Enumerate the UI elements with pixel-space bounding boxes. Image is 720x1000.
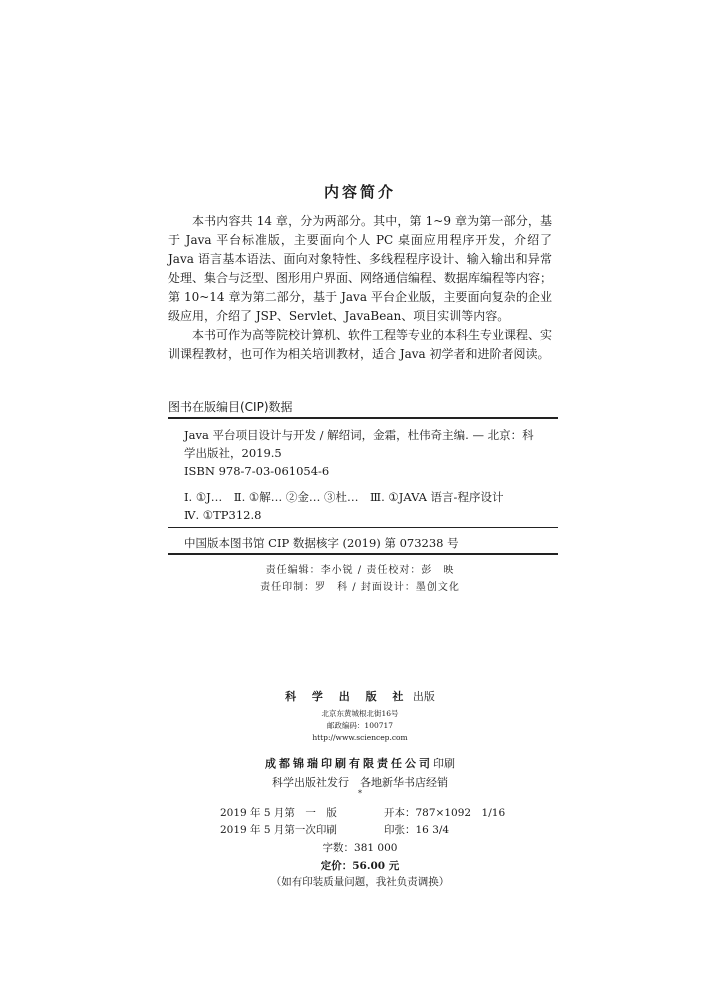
printing: 2019 年 5 月第一次印刷 [220,824,337,836]
sheets: 印张：16 3/4 [384,824,450,836]
editor-line: 责任编辑：李小锐 / 责任校对：彭 映 [265,565,455,576]
cip-bottom-rule [168,553,558,555]
cip-heading: 图书在版编目(CIP)数据 [168,400,293,414]
distribution: 科学出版社发行 各地新华书店经销 [272,776,448,789]
price: 定价：56.00 元 [320,860,400,872]
publisher-suffix: 出版 [412,690,435,703]
cip-class-line: Ⅰ. ①J… Ⅱ. ①解… ②金… ③杜… Ⅲ. ①JAVA 语言-程序设计 [184,490,504,504]
editor-line: 责任印制：罗 科 / 封面设计：墨创文化 [260,582,460,593]
printer-suffix: 印刷 [433,757,455,770]
cip-top-rule [168,417,558,419]
printer [0,755,720,771]
cip-entry: Java 平台项目设计与开发 / 解绍词，金霜，杜伟奇主编. — 北京：科学出版社，2019.5 [184,428,534,460]
spec-row [220,822,520,839]
content-summary-title: 内容简介 [323,183,396,201]
cip-middle-rule [168,527,558,528]
publisher-url: http://www.sciencep.com [312,733,408,742]
cip-isbn: ISBN 978-7-03-061054-6 [184,464,330,478]
cip-number: 中国版本图书馆 CIP 数据核字 (2019) 第 073238 号 [184,536,459,550]
cip-entry-block [184,426,544,480]
spec-row [220,805,520,822]
word-count: 字数：381 000 [322,842,398,854]
publisher-logo-text: 科 学 出 版 社 [285,690,410,703]
quality-notice: （如有印装质量问题，我社负责调换） [270,876,450,888]
edition: 2019 年 5 月第 一 版 [220,807,337,819]
content-summary-body [168,212,552,364]
publisher-postcode: 邮政编码：100717 [326,721,394,730]
summary-paragraph: 本书可作为高等院校计算机、软件工程等专业的本科生专业课程、实训课程教材，也可作为相关培训教材，适合 Java 初学者和进阶者阅读。 [168,328,553,361]
publisher-name [0,688,720,704]
format: 开本：787×1092 1/16 [384,807,506,819]
summary-paragraph: 本书内容共 14 章，分为两部分。其中，第 1~9 章为第一部分，基于 Java 平台标准版，主要面向个人 PC 桌面应用程序开发，介绍了 Java 语言基本语法、面向对象特性、多线程程序设计、输入输出和异常处理、集合与泛型、图形用户界面、网络通信编程、数据库编程等内容；第 10~14 章为第二部分，基于 Java 平台企业版，主要面向复杂的企业级应用，介绍了 JSP、Servlet、JavaBean、项目实训等内容。 [168,214,553,323]
cip-classification [184,488,554,524]
cip-class-line: Ⅳ. ①TP312.8 [184,508,262,522]
publisher-address: 北京东黄城根北街16号 [321,709,399,718]
printer-name: 成都锦瑞印刷有限责任公司 [265,757,433,770]
separator-star: * [358,789,362,798]
